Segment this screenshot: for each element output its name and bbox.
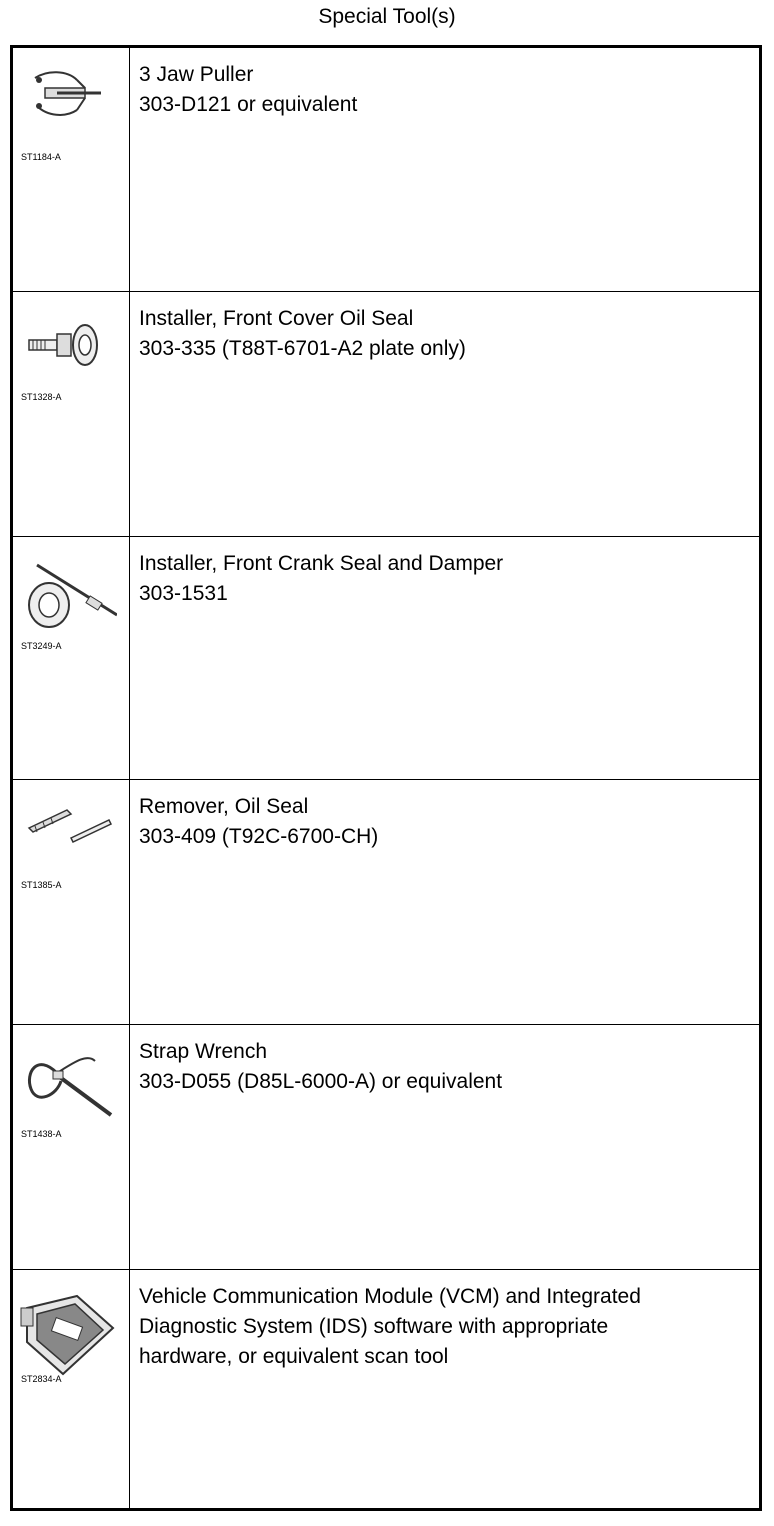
- oil-seal-installer-icon: [17, 310, 107, 380]
- tool-name: Installer, Front Crank Seal and Damper: [139, 552, 504, 575]
- tool-description: [139, 304, 749, 364]
- tool-code: ST1184-A: [21, 152, 61, 162]
- table-row: [13, 1025, 759, 1270]
- tool-name: Strap Wrench: [139, 1040, 267, 1063]
- tool-description: [139, 1282, 749, 1372]
- tool-number: 303-1531: [139, 582, 228, 605]
- tool-image-cell: [13, 780, 130, 1024]
- table-row: [13, 537, 759, 780]
- special-tools-table: [10, 45, 762, 1511]
- tool-name-continued: Diagnostic System (IDS) software with appropriate: [139, 1315, 609, 1338]
- tool-image-cell: [13, 292, 130, 536]
- tool-number: 303-409 (T92C-6700-CH): [139, 825, 379, 848]
- tool-description: [139, 792, 749, 852]
- tool-name: 3 Jaw Puller: [139, 63, 254, 86]
- tool-name: Remover, Oil Seal: [139, 795, 309, 818]
- tool-name-continued: hardware, or equivalent scan tool: [139, 1345, 449, 1368]
- tool-code: ST1328-A: [21, 392, 62, 402]
- tool-description: [139, 60, 749, 120]
- oil-seal-remover-icon: [17, 798, 117, 848]
- tool-name: Installer, Front Cover Oil Seal: [139, 307, 414, 330]
- page-title: Special Tool(s): [318, 5, 456, 28]
- tool-image-cell: [13, 1270, 130, 1508]
- tool-image-cell: [13, 537, 130, 779]
- vcm-module-icon: [17, 1288, 121, 1378]
- tool-image-cell: [13, 1025, 130, 1269]
- table-row: [13, 1270, 759, 1508]
- tool-name: Vehicle Communication Module (VCM) and Integrated: [139, 1285, 641, 1308]
- tool-code: ST1385-A: [21, 880, 62, 890]
- strap-wrench-icon: [17, 1043, 117, 1123]
- table-row: [13, 780, 759, 1025]
- crank-seal-installer-icon: [17, 555, 117, 635]
- tool-description: [139, 1037, 749, 1097]
- tool-number: 303-D055 (D85L-6000-A) or equivalent: [139, 1070, 503, 1093]
- table-row: [13, 48, 759, 292]
- tool-image-cell: [13, 48, 130, 291]
- tool-code: ST3249-A: [21, 641, 62, 651]
- tool-code: ST2834-A: [21, 1374, 62, 1384]
- tool-number: 303-D121 or equivalent: [139, 93, 358, 116]
- tool-description: [139, 549, 749, 609]
- tool-code: ST1438-A: [21, 1129, 62, 1139]
- three-jaw-puller-icon: [17, 66, 107, 136]
- tool-number: 303-335 (T88T-6701-A2 plate only): [139, 337, 466, 360]
- table-row: [13, 292, 759, 537]
